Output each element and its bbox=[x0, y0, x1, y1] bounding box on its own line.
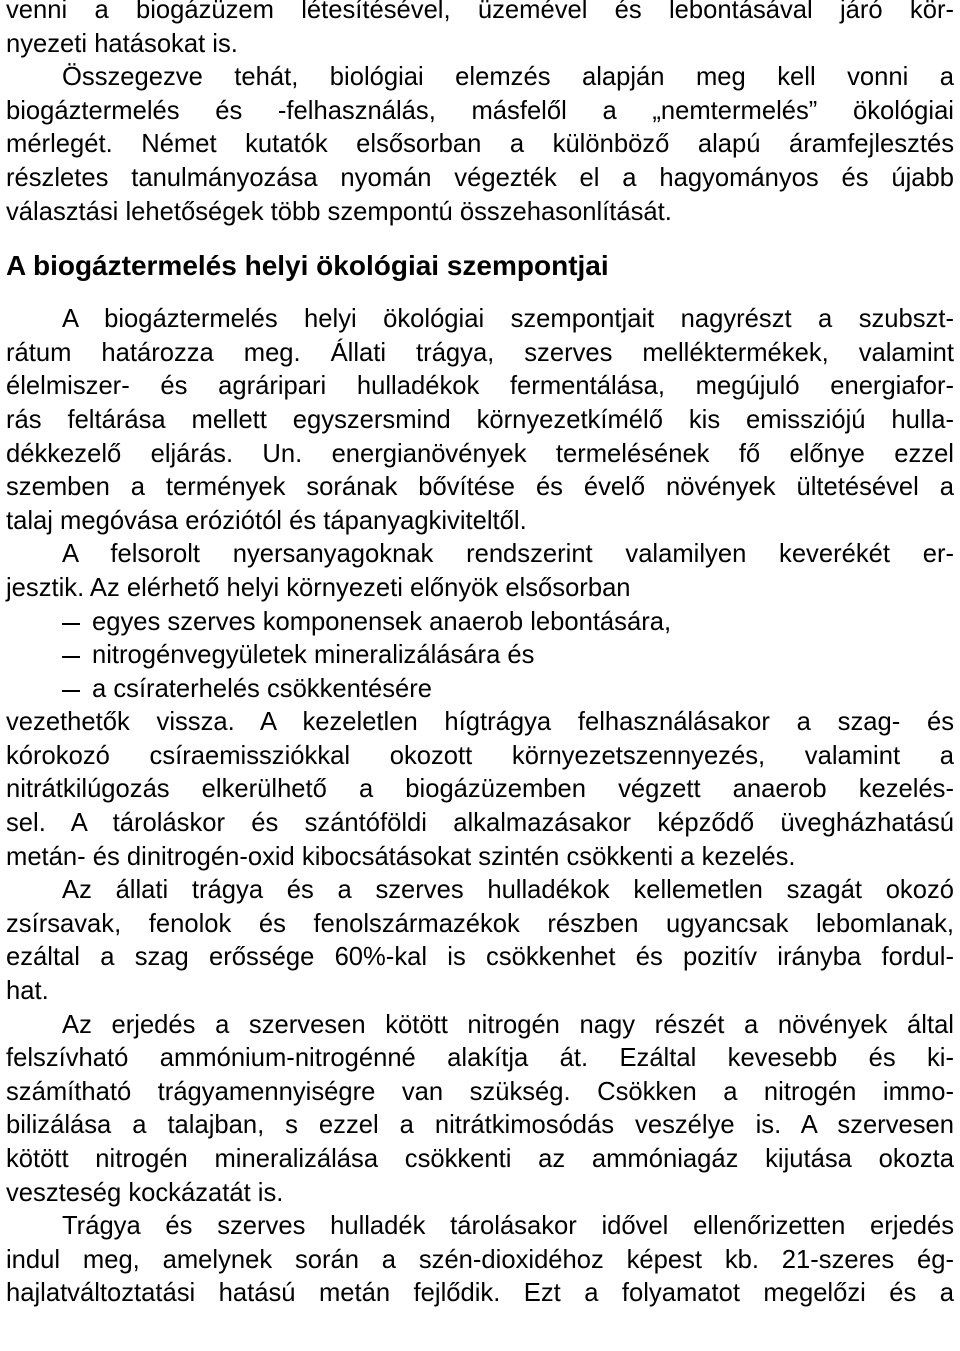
text-line: rátum határozza meg. Állati trágya, szerves melléktermékek, valamint bbox=[6, 338, 954, 367]
text-line: részletes tanulmányozása nyomán végezték el a hagyományos és újabb bbox=[6, 163, 954, 192]
text-line: indul meg, amelynek során a szén-dioxidéhoz képest kb. 21-szeres ég- bbox=[6, 1245, 954, 1274]
section-heading: A biogáztermelés helyi ökológiai szempontjai bbox=[6, 250, 609, 282]
text-line: venni a biogázüzem létesítésével, üzemével és lebontásával járó kör- bbox=[6, 0, 954, 24]
text-line: jesztik. Az elérhető helyi környezeti előnyök elsősorban bbox=[6, 573, 631, 602]
text-line: talaj megóvása eróziótól és tápanyagkiviteltől. bbox=[6, 506, 527, 535]
bullet-list bbox=[6, 606, 954, 707]
intro-paragraph bbox=[6, 0, 954, 229]
text-line: Az erjedés a szervesen kötött nitrogén nagy részét a növények által bbox=[62, 1010, 954, 1039]
list-item: nitrogénvegyületek mineralizálására és bbox=[6, 639, 954, 673]
text-line: hat. bbox=[6, 977, 49, 1006]
text-line: Összegezve tehát, biológiai elemzés alapján meg kell vonni a bbox=[62, 63, 954, 92]
text-line: élelmiszer- és agráripari hulladékok fermentálása, megújuló energiafor- bbox=[6, 372, 954, 401]
text-line: nyezeti hatásokat is. bbox=[6, 29, 238, 58]
text-line: kötött nitrogén mineralizálása csökkenti az ammóniagáz kijutása okozta bbox=[6, 1145, 954, 1173]
paragraph bbox=[6, 538, 954, 605]
text-line: vezethetők vissza. A kezeletlen hígtrágya felhasználásakor a szag- és bbox=[6, 708, 954, 737]
text-line: számítható trágyamennyiségre van szükség. Csökken a nitrogén immo- bbox=[6, 1077, 954, 1106]
text-line: A biogáztermelés helyi ökológiai szempontjait nagyrészt a szubszt- bbox=[62, 305, 954, 334]
text-line: kórokozó csíraemissziókkal okozott környezetszennyezés, valamint a bbox=[6, 741, 954, 770]
text-line: dékkezelő eljárás. Un. energianövények termelésének fő előnye ezzel bbox=[6, 439, 954, 468]
paragraph bbox=[6, 1009, 954, 1211]
text-line: zsírsavak, fenolok és fenolszármazékok részben ugyancsak lebomlanak, bbox=[6, 909, 954, 938]
list-item: a csíraterhelés csökkentésére bbox=[6, 673, 954, 707]
text-line: Az állati trágya és a szerves hulladékok kellemetlen szagát okozó bbox=[62, 876, 954, 905]
text-line: hajlatváltoztatási hatású metán fejlődik. Ezt a folyamatot megelőzi és a bbox=[6, 1279, 954, 1308]
text-line: választási lehetőségek több szempontú összehasonlítását. bbox=[6, 197, 672, 226]
paragraph bbox=[6, 1210, 954, 1311]
text-line: rás feltárása mellett egyszersmind környezetkímélő kis emissziójú hulla- bbox=[6, 405, 954, 434]
text-line: metán- és dinitrogén-oxid kibocsátásokat szintén csökkenti a kezelés. bbox=[6, 842, 796, 871]
paragraph bbox=[6, 303, 954, 538]
text-line: Trágya és szerves hulladék tárolásakor idővel ellenőrizetten erjedés bbox=[62, 1212, 954, 1241]
text-line: nitrátkilúgozás elkerülhető a biogázüzemben végzett anaerob kezelés- bbox=[6, 775, 954, 804]
text-line: biogáztermelés és -felhasználás, másfelől a „nemtermelés” ökológiai bbox=[6, 96, 954, 125]
text-line: mérlegét. Német kutatók elsősorban a különböző alapú áramfejlesztés bbox=[6, 130, 954, 159]
text-line: szemben a termények sorának bővítése és évelő növények ültetésével a bbox=[6, 473, 954, 502]
text-line: bilizálása a talajban, s ezzel a nitrátkimosódás veszélye is. A szervesen bbox=[6, 1111, 954, 1140]
paragraph bbox=[6, 706, 954, 874]
text-line: veszteség kockázatát is. bbox=[6, 1178, 284, 1207]
list-item: egyes szerves komponensek anaerob lebontására, bbox=[6, 606, 954, 640]
text-line: A felsorolt nyersanyagoknak rendszerint valamilyen keverékét er- bbox=[62, 540, 954, 569]
text-line: sel. A tároláskor és szántóföldi alkalmazásakor képződő üvegházhatású bbox=[6, 809, 954, 838]
text-line: felszívható ammónium-nitrogénné alakítja át. Ezáltal kevesebb és ki- bbox=[6, 1044, 954, 1073]
text-line: ezáltal a szag erőssége 60%-kal is csökkenhet és pozitív irányba fordul- bbox=[6, 943, 954, 972]
paragraph bbox=[6, 874, 954, 1008]
document-page bbox=[6, 0, 954, 1311]
